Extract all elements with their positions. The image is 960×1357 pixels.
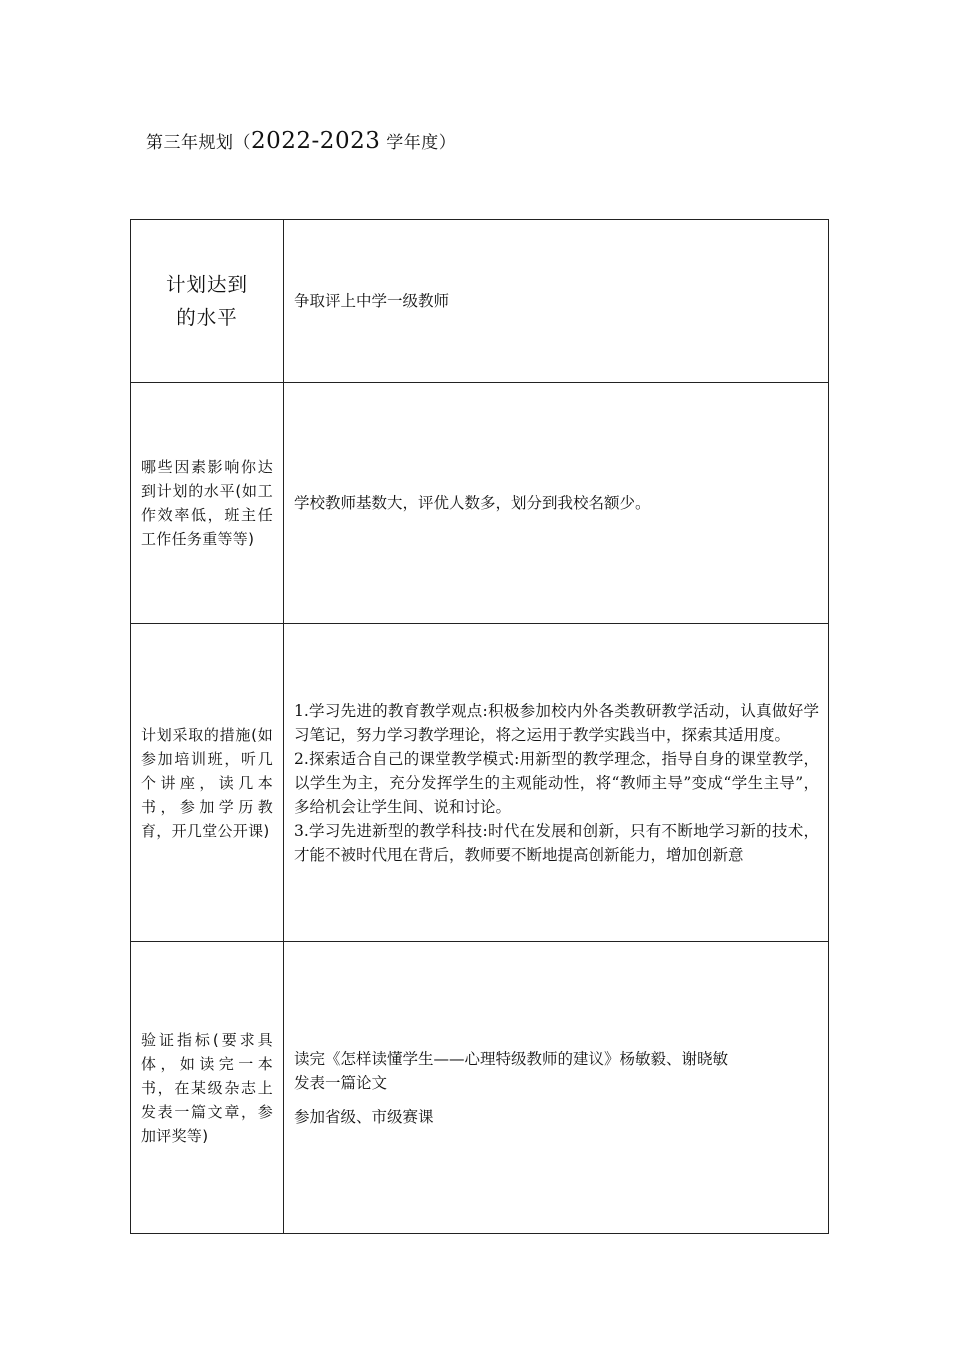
page-title [146, 128, 456, 154]
row-content-measures [284, 624, 829, 942]
table-row [131, 624, 829, 942]
row-content-indicators [284, 942, 829, 1234]
title-suffix: 学年度） [380, 133, 457, 153]
label-line: 计划达到 [165, 273, 248, 296]
label-line: 的水平 [176, 306, 238, 329]
table-row [131, 942, 829, 1234]
row-label-indicators: 验证指标(要求具体，如读完一本书，在某级杂志上发表一篇文章，参加评奖等) [131, 942, 284, 1234]
indicator-line: 读完《怎样读懂学生——心理特级教师的建议》杨敏毅、谢晓敏 [294, 1049, 729, 1068]
title-year: 2022-2023 [251, 128, 381, 154]
row-content-factors: 学校教师基数大，评优人数多，划分到我校名额少。 [284, 383, 829, 624]
table-row [131, 220, 829, 383]
title-prefix: 第三年规划（ [146, 133, 251, 153]
row-label-target-level [131, 220, 284, 383]
table-row [131, 383, 829, 624]
measure-paragraph: 3.学习先进新型的教学科技:时代在发展和创新，只有不断地学习新的技术，才能不被时代甩在背后，教师要不断地提高创新能力，增加创新意 [294, 821, 819, 864]
plan-table [130, 219, 829, 1234]
row-label-measures: 计划采取的措施(如参加培训班，听几个讲座，读几本书，参加学历教育，开几堂公开课) [131, 624, 284, 942]
row-label-factors: 哪些因素影响你达到计划的水平(如工作效率低，班主任工作任务重等等) [131, 383, 284, 624]
indicator-line: 发表一篇论文 [294, 1073, 388, 1092]
row-content-target-level: 争取评上中学一级教师 [284, 220, 829, 383]
measure-paragraph: 2.探索适合自己的课堂教学模式:用新型的教学理念，指导自身的课堂教学，以学生为主，充分发挥学生的主观能动性，将“教师主导”变成“学生主导”，多给机会让学生间、说和讨论。 [294, 749, 819, 816]
indicator-line: 参加省级、市级赛课 [294, 1107, 434, 1126]
measure-paragraph: 1.学习先进的教育教学观点:积极参加校内外各类教研教学活动，认真做好学习笔记，努力学习教学理论，将之运用于教学实践当中，探索其适用度。 [294, 701, 819, 744]
